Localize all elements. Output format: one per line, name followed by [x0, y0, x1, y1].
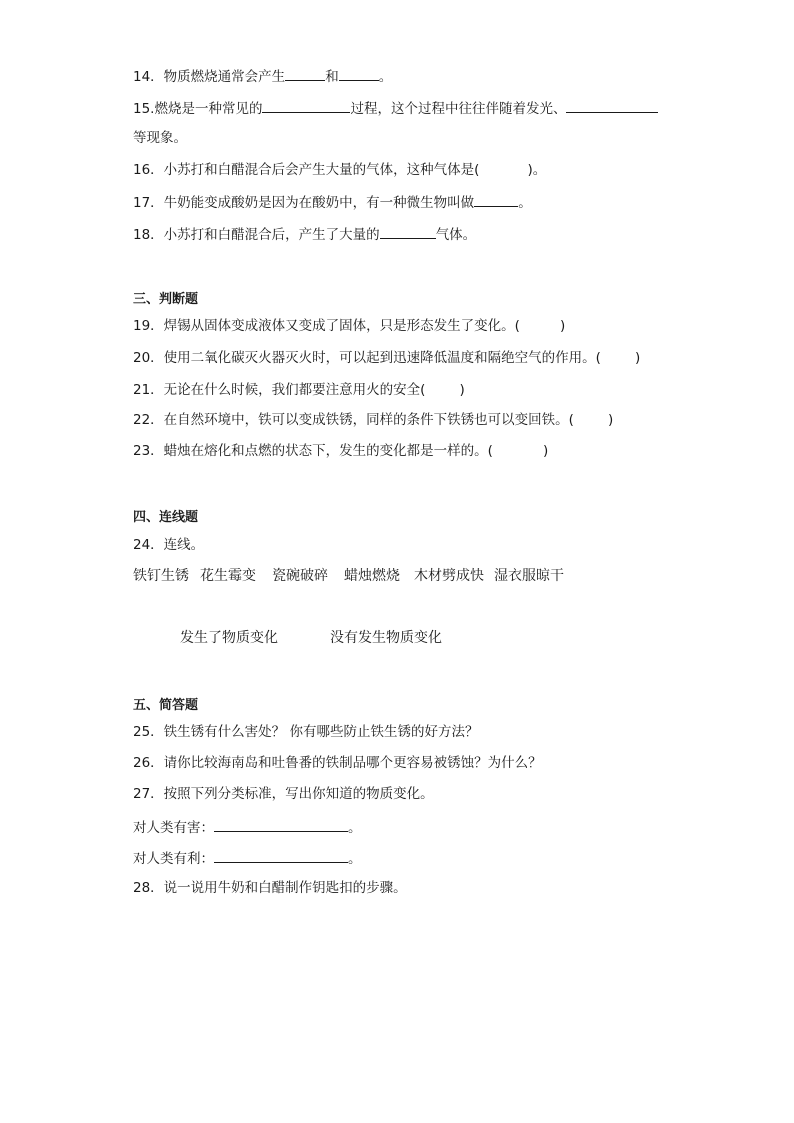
question-19: 19．焊锡从固体变成液体又变成了固体，只是形态发生了变化。( )	[133, 318, 566, 334]
question-28: 28．说一说用牛奶和白醋制作钥匙扣的步骤。	[133, 880, 407, 896]
answer-blank[interactable]	[339, 66, 379, 81]
section-title-judgment: 三、判断题	[133, 292, 199, 307]
section-title-matching: 四、连线题	[133, 510, 199, 525]
section-title-short-answer: 五、简答题	[133, 698, 199, 713]
question-15: 15.燃烧是一种常见的 过程，这个过程中往往伴随着发光、	[133, 98, 658, 119]
answer-blank[interactable]	[285, 66, 325, 81]
question-26: 26．请你比较海南岛和吐鲁番的铁制品哪个更容易被锈蚀？为什么？	[133, 755, 542, 771]
question-22: 22．在自然环境中，铁可以变成铁锈，同样的条件下铁锈也可以变回铁。( )	[133, 412, 614, 428]
answer-blank[interactable]	[214, 848, 348, 863]
match-item[interactable]: 瓷碗破碎	[272, 568, 328, 584]
match-target[interactable]: 发生了物质变化	[180, 630, 278, 646]
answer-blank[interactable]	[214, 817, 348, 832]
question-14: 14．物质燃烧通常会产生 和 。	[133, 66, 392, 87]
question-15-continued: 等现象。	[133, 130, 187, 146]
question-21: 21．无论在什么时候，我们都要注意用火的安全( )	[133, 382, 465, 398]
question-18: 18．小苏打和白醋混合后，产生了大量的 气体。	[133, 224, 476, 245]
match-item[interactable]: 花生霉变	[200, 568, 256, 584]
harmful-line: 对人类有害： 。	[133, 817, 362, 838]
match-item[interactable]: 湿衣服晾干	[494, 568, 564, 584]
answer-blank[interactable]	[380, 224, 436, 239]
match-item[interactable]: 蜡烛燃烧	[344, 568, 400, 584]
question-27: 27．按照下列分类标准，写出你知道的物质变化。	[133, 786, 434, 802]
match-target[interactable]: 没有发生物质变化	[330, 630, 442, 646]
question-16: 16．小苏打和白醋混合后会产生大量的气体，这种气体是( )。	[133, 162, 547, 178]
answer-blank[interactable]	[474, 192, 518, 207]
question-24: 24．连线。	[133, 537, 205, 553]
question-25: 25．铁生锈有什么害处？ 你有哪些防止铁生锈的好方法？	[133, 724, 479, 740]
match-item[interactable]: 木材劈成快	[414, 568, 484, 584]
beneficial-line: 对人类有利： 。	[133, 848, 362, 869]
question-17: 17．牛奶能变成酸奶是因为在酸奶中，有一种微生物叫做 。	[133, 192, 532, 213]
question-23: 23．蜡烛在熔化和点燃的状态下，发生的变化都是一样的。( )	[133, 443, 549, 459]
answer-blank[interactable]	[262, 98, 350, 113]
answer-blank[interactable]	[566, 98, 658, 113]
match-item[interactable]: 铁钉生锈	[133, 568, 189, 584]
question-20: 20．使用二氧化碳灭火器灭火时，可以起到迅速降低温度和隔绝空气的作用。( )	[133, 350, 641, 366]
